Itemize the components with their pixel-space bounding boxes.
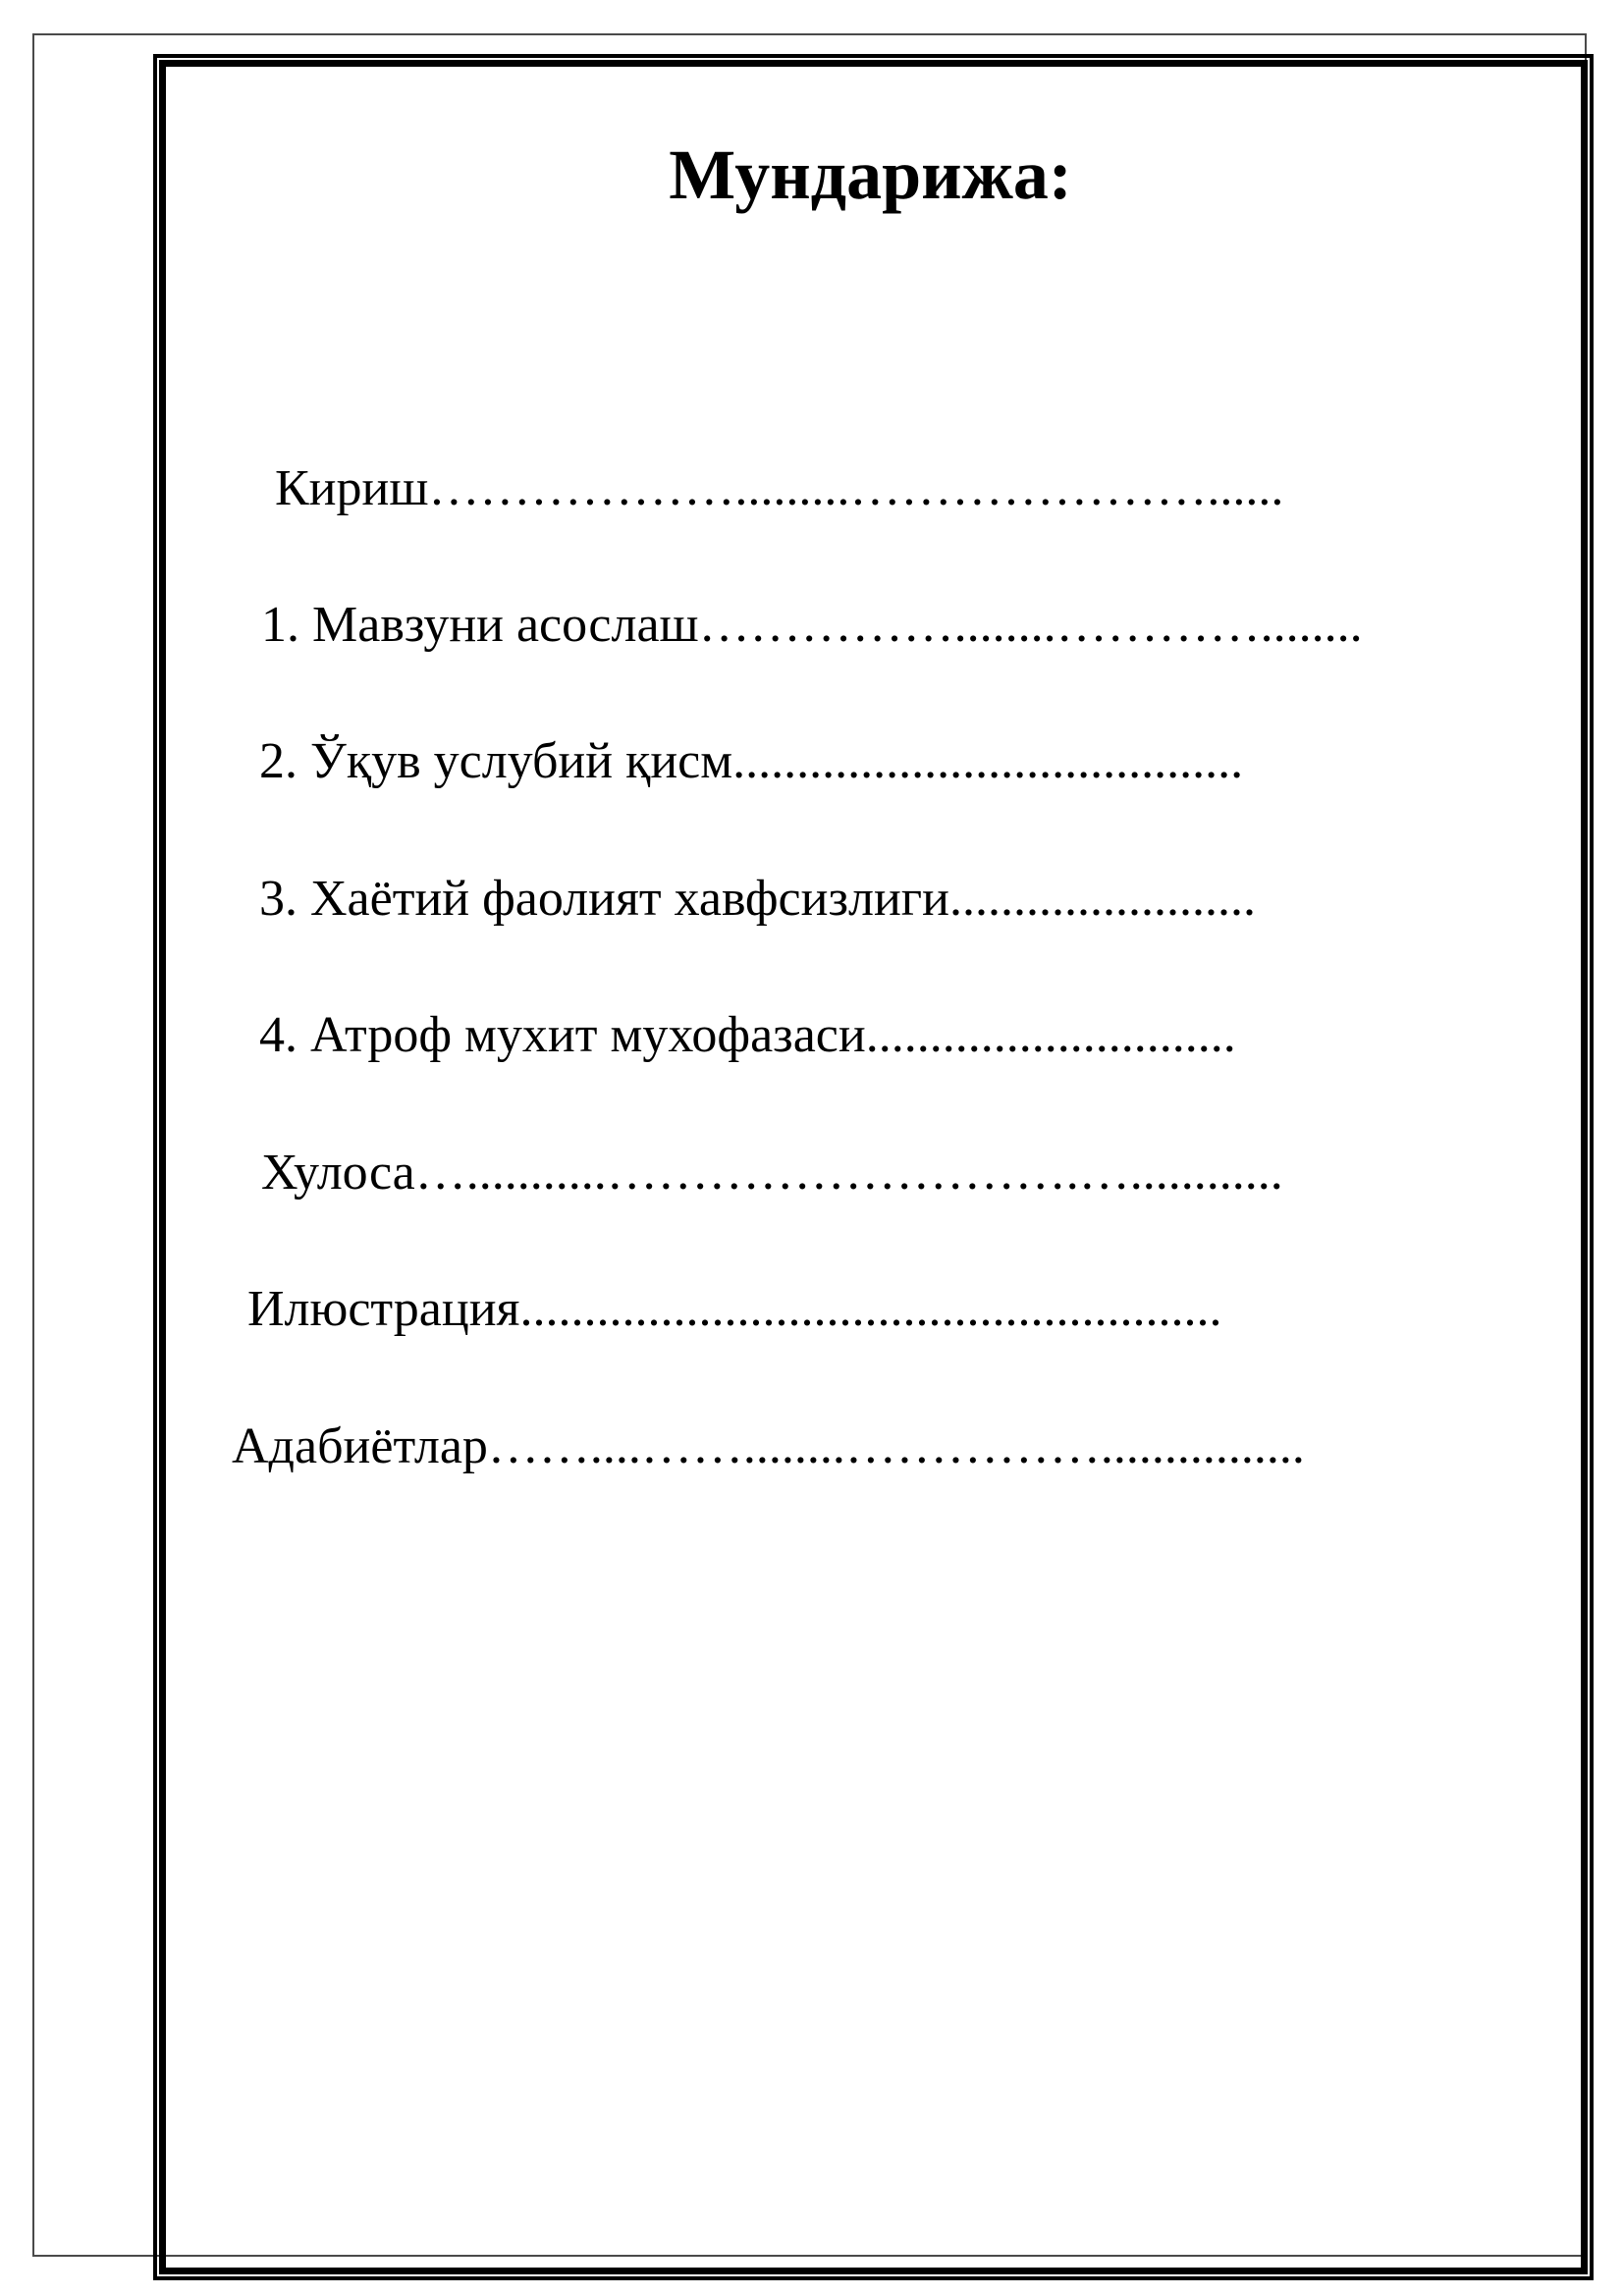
toc-entry-3: 3. Хаётий фаолият хавфсизлиги........................ <box>259 871 1256 927</box>
toc-entry-4: 4. Атроф мухит мухофазаси............................. <box>259 1007 1236 1063</box>
toc-entry-illustration: Илюстрация....................................................... <box>247 1281 1222 1337</box>
toc-entry-2: 2. Ўқув услубий қисм........................................ <box>259 733 1244 789</box>
toc-entry-introduction: Кириш……………….........…………………...... <box>275 460 1284 516</box>
page-title: Мундарижа: <box>669 135 1072 214</box>
toc-entry-references: Адабиётлар……....……........……………................ <box>232 1418 1305 1474</box>
toc-entry-conclusion: Хулоса…...........……………………….…............ <box>261 1145 1283 1201</box>
toc-entry-1: 1. Мавзуни асослаш……………........…………........ <box>261 597 1363 653</box>
